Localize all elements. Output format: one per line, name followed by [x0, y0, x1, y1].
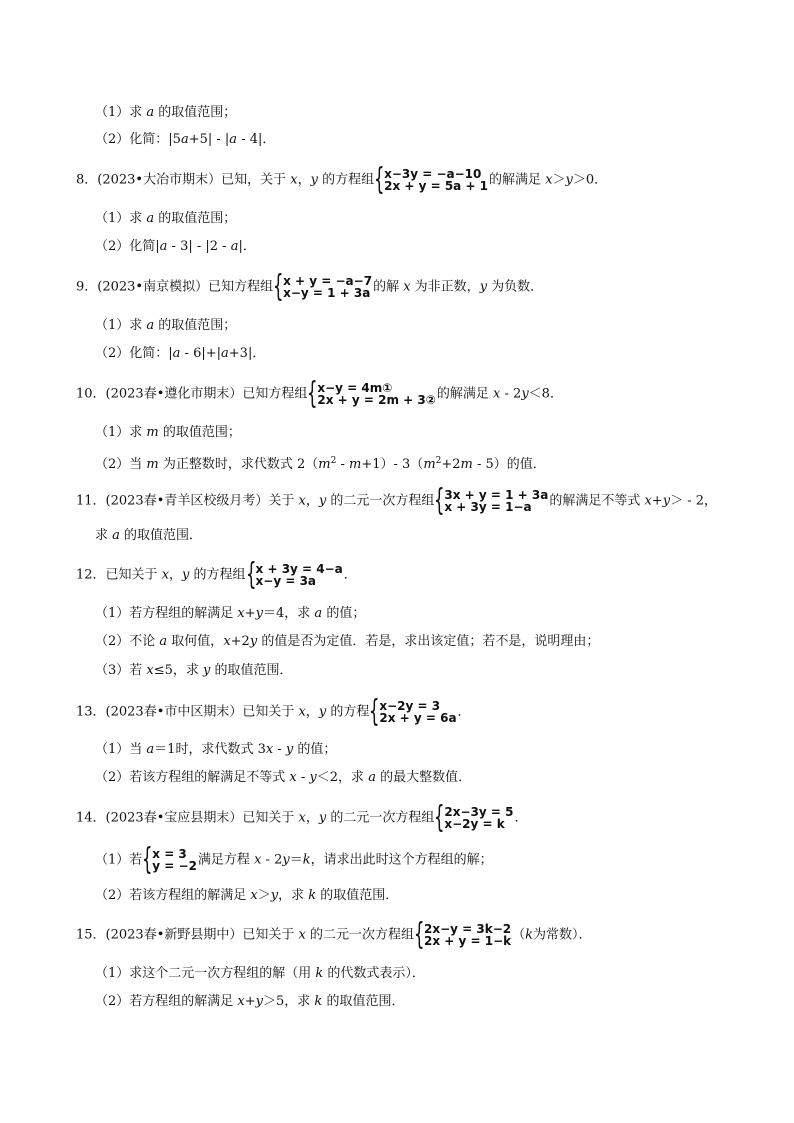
equation-system: { x = 3 y = −2 [143, 848, 197, 872]
problem-statement: 9．(2023•南京模拟）已知方程组 { x + y = −a−7 x−y = 1 + 3a 的解 x 为非正数，y 为负数． [76, 275, 543, 299]
sub-question: （1）当 a＝1时，求代数式 3x - y 的值； [95, 742, 337, 757]
problem-statement: 12．已知关于 x，y 的方程组 { x + 3y = 4−a x−y = 3a ． [76, 563, 357, 587]
sub-question: （2）化简|a - 3| - |2 - a|． [95, 239, 256, 254]
sub-question: （2）当 m 为正整数时，求代数式 $2(m^2 - m+1)-$ $3(m^2+2m - 5)$的值． [95, 456, 546, 472]
sub-question: （2）不论 a 取何值，x+2y 的值是否为定值．若是，求出该定值；若不是，说明理由； [95, 634, 600, 649]
sub-question: （1）求 a 的取值范围； [95, 105, 237, 120]
sub-question: （2）化简：|a - 6|+|a+3|． [95, 346, 266, 361]
sub-question: （1）求 a 的取值范围； [95, 318, 237, 333]
problem-statement: 13．(2023春•市中区期末）已知关于 x，y 的方程 { x−2y = 3 2x + y = 6a ． [76, 700, 471, 724]
sub-question: （1）求 m 的取值范围； [95, 425, 241, 440]
problem-statement: 10．(2023春•遵化市期末）已知方程组 { x−y = 4m① 2x + y = 2m + 3② 的解满足 x - 2y＜8． [76, 382, 563, 406]
sub-question: （2）若该方程组的解满足不等式 x - y＜2，求 a 的最大整数值． [95, 770, 472, 785]
equation-system: { 2x−3y = 5 x−2y = k [435, 806, 513, 830]
sub-question: 求 a 的取值范围． [95, 528, 203, 543]
sub-question: （2）若该方程组的解满足 x＞y，求 k 的取值范围． [95, 888, 399, 903]
sub-question: （1）若方程组的解满足 x+y＝4，求 a 的值； [95, 606, 366, 621]
problem-statement: 8．(2023•大冶市期末）已知，关于 x，y 的方程组 { x−3y = −a−10 2x + y = 5a + 1 的解满足 x＞y＞0． [76, 168, 607, 192]
problem-statement: 11．(2023春•青羊区校级月考）关于 x，y 的二元一次方程组 { 3x + y = 1 + 3a x + 3y = 1−a 的解满足不等式 x+y＞ - 2， [76, 489, 717, 513]
sub-question: （3）若 x≤5，求 y 的取值范围． [95, 663, 293, 678]
equation-system: { x−y = 4m① 2x + y = 2m + 3② [308, 382, 436, 406]
sub-question: （2）若方程组的解满足 x+y＞5，求 k 的取值范围． [95, 994, 405, 1009]
sub-question: （1）求 a 的取值范围； [95, 211, 237, 226]
equation-system: { 3x + y = 1 + 3a x + 3y = 1−a [435, 489, 548, 513]
problem-statement: 15．(2023春•新野县期中）已知关于 x 的二元一次方程组 { 2x−y = 3k−2 2x + y = 1−k （k为常数）． [76, 923, 592, 947]
equation-system: { x + y = −a−7 x−y = 1 + 3a [274, 275, 372, 299]
sub-question: （1）求这个二元一次方程组的解（用 k 的代数式表示）． [95, 966, 425, 981]
equation-system: { 2x−y = 3k−2 2x + y = 1−k [415, 923, 511, 947]
equation-system: { x−2y = 3 2x + y = 6a [370, 700, 456, 724]
sub-question: （2）化简：|5a+5| - |a - 4|． [95, 132, 276, 147]
equation-system: { x + 3y = 4−a x−y = 3a [247, 563, 343, 587]
sub-question: （1）若 { x = 3 y = −2 满足方程 x - 2y＝k，请求出此时这个方程组的解； [95, 848, 493, 872]
problem-statement: 14．(2023春•宝应县期末）已知关于 x，y 的二元一次方程组 { 2x−3y = 5 x−2y = k ． [76, 806, 527, 830]
equation-system: { x−3y = −a−10 2x + y = 5a + 1 [375, 168, 488, 192]
